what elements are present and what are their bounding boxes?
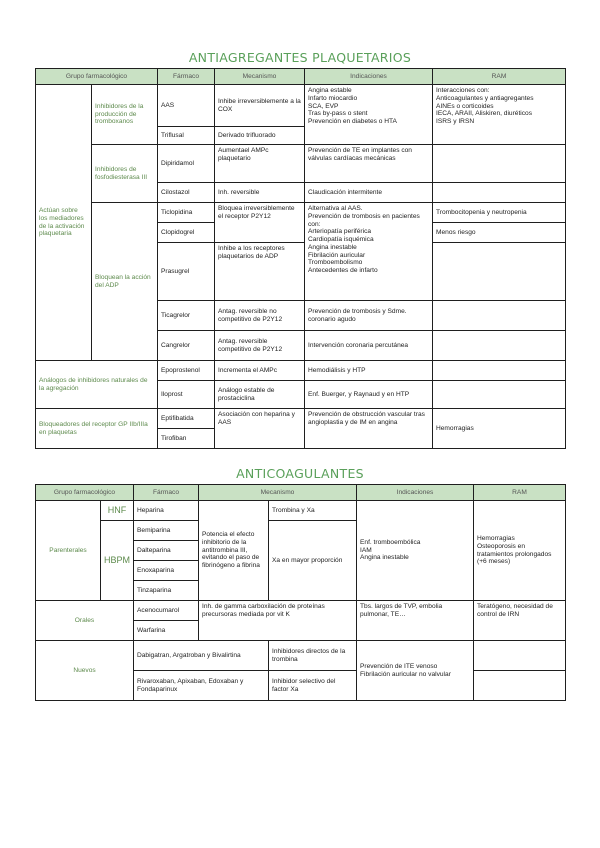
ram-cangrelor: [433, 331, 566, 361]
drug-enoxaparina: Enoxaparina: [134, 561, 199, 581]
mech-hbpm-target: Xa en mayor proporción: [269, 521, 357, 601]
mech-parenteral: Potencia el efecto inhibitorio de la antitrombina III, evitando el paso de fibrinógeno a fibrina: [199, 501, 269, 601]
table-row: [36, 85, 566, 127]
anticoagulant-table: [35, 484, 566, 701]
group-analogos: Análogos de inhibidores naturales de la agregación: [36, 361, 158, 409]
group-mediadores: Actúan sobre los mediadores de la activación plaquetaria: [36, 85, 92, 361]
tag-hnf: HNF: [101, 501, 134, 521]
header-mecanismo: Mecanismo: [199, 485, 357, 501]
drug-new-1: Dabigatran, Argatroban y Bivalirtina: [134, 641, 269, 671]
header-indicaciones: Indicaciones: [305, 69, 433, 85]
table-row: [36, 409, 566, 429]
ind-parenteral: Enf. tromboembólica IAM Angina inestable: [357, 501, 474, 601]
mech-cangrelor: Antag. reversible competitivo de P2Y12: [215, 331, 305, 361]
ram-new-2: [474, 671, 566, 701]
header-farmaco: Fármaco: [158, 69, 215, 85]
drug-cilostazol: Cilostazol: [158, 183, 215, 203]
drug-eptifibatida: Eptifibatida: [158, 409, 215, 429]
mech-new-2: Inhibidor selectivo del factor Xa: [269, 671, 357, 701]
mech-ticlopidina-clopidogrel: Bloquea irreversiblemente el receptor P2Y12: [215, 203, 305, 243]
ind-dipiridamol: Prevención de TE en implantes con válvulas cardíacas mecánicas: [305, 145, 433, 183]
mech-ticagrelor: Antag. reversible no competitivo de P2Y12: [215, 301, 305, 331]
drug-cangrelor: Cangrelor: [158, 331, 215, 361]
table-row: [36, 145, 566, 183]
ram-prasugrel: [433, 243, 566, 301]
drug-ticagrelor: Ticagrelor: [158, 301, 215, 331]
drug-clopidogrel: Clopidogrel: [158, 223, 215, 243]
ram-cilostazol: [433, 183, 566, 203]
drug-tinzaparina: Tinzaparina: [134, 581, 199, 601]
ind-gp: Prevención de obstrucción vascular tras angioplastia y de IM en angina: [305, 409, 433, 449]
mech-cilostazol: Inh. reversible: [215, 183, 305, 203]
ram-parenteral: Hemorragias Osteoporosis en tratamientos prolongados (+6 meses): [474, 501, 566, 601]
mech-gp: Asociación con heparina y AAS: [215, 409, 305, 449]
drug-heparina: Heparina: [134, 501, 199, 521]
ind-iloprost: Enf. Buerger, y Raynaud y en HTP: [305, 381, 433, 409]
ram-oral: Teratógeno, necesidad de control de IRN: [474, 601, 566, 641]
drug-dipiridamol: Dipiridamol: [158, 145, 215, 183]
ram-iloprost: [433, 381, 566, 409]
drug-triflusal: Triflusal: [158, 127, 215, 145]
header-grupo: Grupo farmacológico: [36, 69, 158, 85]
table-row: [36, 501, 566, 521]
table-row: [36, 361, 566, 381]
drug-new-2: Rivaroxaban, Apixaban, Edoxaban y Fondaparinux: [134, 671, 269, 701]
subgroup-tromboxanos: Inhibidores de la producción de tromboxanos: [92, 85, 158, 145]
group-parenterales: Parenterales: [36, 501, 101, 601]
ind-cilostazol: Claudicación intermitente: [305, 183, 433, 203]
mech-hnf-target: Trombina y Xa: [269, 501, 357, 521]
ind-oral: Tbs. largos de TVP, embolia pulmonar, TE…: [357, 601, 474, 641]
mech-new-1: Inhibidores directos de la trombina: [269, 641, 357, 671]
mech-triflusal: Derivado trifluorado: [215, 127, 305, 145]
header-grupo: Grupo farmacológico: [36, 485, 134, 501]
header-ram: RAM: [474, 485, 566, 501]
ram-new-1: [474, 641, 566, 671]
drug-warfarina: Warfarina: [134, 621, 199, 641]
anticoagulant-title: ANTICOAGULANTES: [236, 466, 364, 481]
ind-aas: Angina estable Infarto miocardio SCA, EVP Tras by-pass o stent Prevención en diabetes o HTA: [305, 85, 433, 145]
ram-cox-group: Interacciones con: Anticoagulantes y antiagregantes AINEs o corticoides IECA, ARAII, Aliskiren, diuréticos ISRS y IRSN: [433, 85, 566, 145]
table-row: [36, 641, 566, 671]
drug-prasugrel: Prasugrel: [158, 243, 215, 301]
drug-iloprost: Iloprost: [158, 381, 215, 409]
header-indicaciones: Indicaciones: [357, 485, 474, 501]
table-row: [36, 203, 566, 223]
ind-adp-block: Alternativa al AAS. Prevención de trombosis en pacientes con: Arteriopatía periférica Cardiopatía isquémica Angina inestable Fibrilación auricular Tromboembolismo Antecedentes de infarto: [305, 203, 433, 301]
drug-ticlopidina: Ticlopidina: [158, 203, 215, 223]
drug-aas: AAS: [158, 85, 215, 127]
drug-bemiparina: Bemiparina: [134, 521, 199, 541]
mech-prasugrel: Inhibe a los receptores plaquetarios de ADP: [215, 243, 305, 301]
antiplatelet-header-row: [36, 69, 566, 85]
mech-epoprostenol: Incrementa el AMPc: [215, 361, 305, 381]
ram-ticagrelor: [433, 301, 566, 331]
ram-clopidogrel: Menos riesgo: [433, 223, 566, 243]
drug-dalteparina: Dalteparina: [134, 541, 199, 561]
header-farmaco: Fármaco: [134, 485, 199, 501]
subgroup-fosfodiesterasa: Inhibidores de fosfodiesterasa III: [92, 145, 158, 203]
mech-iloprost: Análogo estable de prostaciclina: [215, 381, 305, 409]
group-orales: Orales: [36, 601, 134, 641]
ind-ticagrelor: Prevención de trombosis y Sdme. coronario agudo: [305, 301, 433, 331]
drug-tirofiban: Tirofiban: [158, 429, 215, 449]
table-row: [36, 601, 566, 621]
ind-epoprostenol: Hemodiálisis y HTP: [305, 361, 433, 381]
ram-dipiridamol: [433, 145, 566, 183]
header-mecanismo: Mecanismo: [215, 69, 305, 85]
tag-hbpm: HBPM: [101, 521, 134, 601]
ind-new: Prevención de ITE venoso Fibrilación auricular no valvular: [357, 641, 474, 701]
mech-oral: Inh. de gamma carboxilación de proteínas precursoras mediada por vit K: [199, 601, 357, 641]
header-ram: RAM: [433, 69, 566, 85]
antiplatelet-table: [35, 68, 566, 449]
ind-cangrelor: Intervención coronaria percutánea: [305, 331, 433, 361]
ram-epoprostenol: [433, 361, 566, 381]
drug-epoprostenol: Epoprostenol: [158, 361, 215, 381]
mech-dipiridamol: Aumentael AMPc plaquetario: [215, 145, 305, 183]
mech-aas: Inhibe irreversiblemente a la COX: [215, 85, 305, 127]
ram-gp: Hemorragias: [433, 409, 566, 449]
anticoagulant-header-row: [36, 485, 566, 501]
drug-acenocumarol: Acenocumarol: [134, 601, 199, 621]
group-nuevos: Nuevos: [36, 641, 134, 701]
antiplatelet-title: ANTIAGREGANTES PLAQUETARIOS: [188, 50, 412, 65]
ram-ticlopidina: Trombocitopenia y neutropenia: [433, 203, 566, 223]
subgroup-adp: Bloquean la acción del ADP: [92, 203, 158, 361]
group-gp-bloqueadores: Bloqueadores del receptor GP IIb/IIIa en plaquetas: [36, 409, 158, 449]
